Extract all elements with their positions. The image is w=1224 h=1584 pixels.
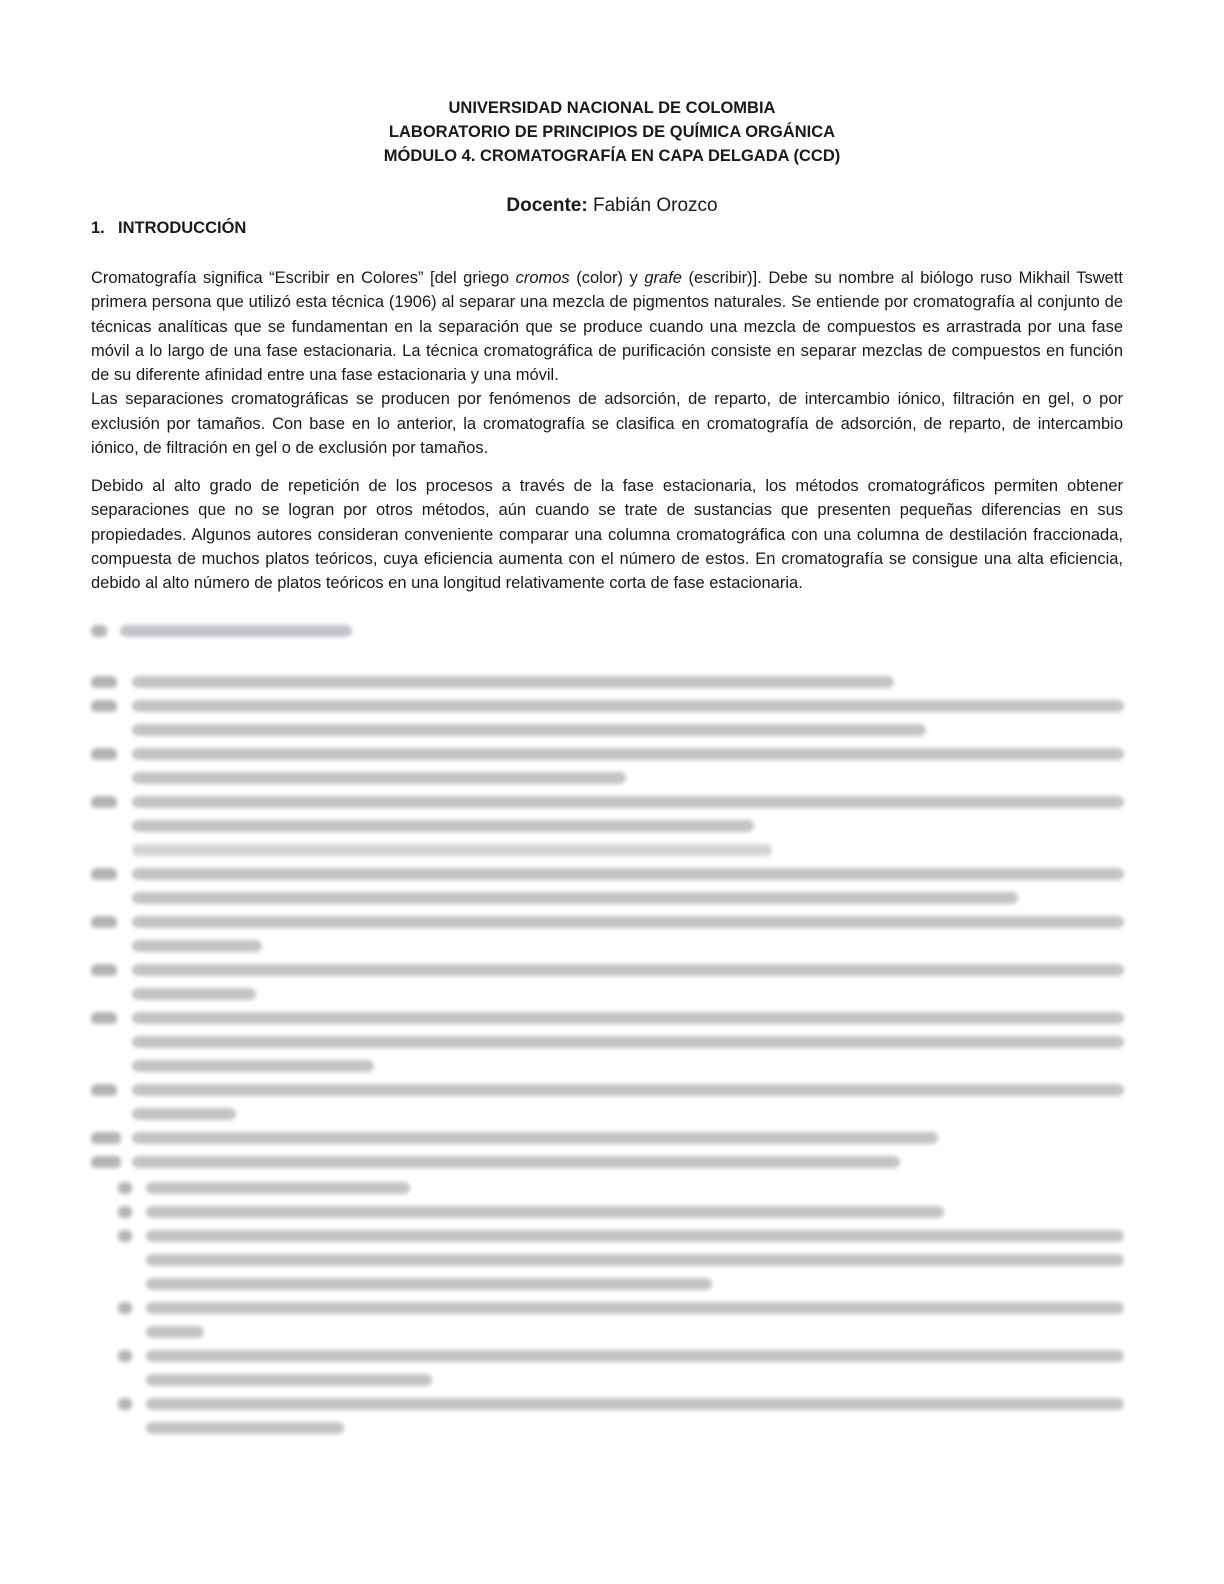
- term-cromos: cromos: [515, 269, 570, 287]
- module-title: MÓDULO 4. CROMATOGRAFÍA EN CAPA DELGADA (CCD): [383, 147, 841, 165]
- blurred-item-number: [91, 868, 117, 880]
- blurred-line: [146, 1278, 712, 1290]
- blurred-line: [132, 1084, 1124, 1096]
- blurred-line: [132, 1060, 374, 1072]
- blurred-line: [146, 1302, 1124, 1314]
- blurred-line: [132, 868, 1124, 880]
- blurred-item-number: [91, 796, 117, 808]
- blurred-line: [146, 1326, 204, 1338]
- blurred-line: [132, 1132, 938, 1144]
- blurred-subitem-letter: [118, 1230, 132, 1242]
- blurred-line: [132, 940, 262, 952]
- blurred-subitem-letter: [118, 1302, 132, 1314]
- term-grafe: grafe: [644, 269, 682, 287]
- paragraph-2: Las separaciones cromatográficas se producen por fenómenos de adsorción, de reparto, de intercambio iónico, filtración en gel, o por exclusión por tamaños. Con base en lo anterior, la cromatografía se clasifica en cromatografía de adsorción, de reparto, de intercambio iónico, de filtración en gel o de exclusión por tamaños.: [91, 390, 1123, 458]
- paragraph-1-text-b: (color) y: [569, 269, 645, 287]
- blurred-line: [132, 1108, 236, 1120]
- blurred-item-number: [91, 1132, 121, 1144]
- blurred-subitem-letter: [118, 1350, 132, 1362]
- blurred-item-number: [91, 676, 117, 688]
- blurred-item-number: [91, 964, 117, 976]
- blurred-line: [146, 1422, 344, 1434]
- blurred-line: [132, 724, 926, 736]
- blurred-section-heading: [120, 625, 352, 637]
- blurred-line: [132, 820, 754, 832]
- blurred-subitem-letter: [118, 1182, 132, 1194]
- university-name: UNIVERSIDAD NACIONAL DE COLOMBIA: [448, 99, 776, 117]
- blurred-line: [146, 1374, 432, 1386]
- docente-label: Docente:: [506, 195, 588, 216]
- blurred-item-number: [91, 1084, 117, 1096]
- blurred-line: [132, 1012, 1124, 1024]
- paragraph-3: Debido al alto grado de repetición de los procesos a través de la fase estacionaria, los métodos cromatográficos permiten obtener separaciones que no se logran por otros métodos, aún cuando se trate de sustancias que presenten pequeñas diferencias en sus propiedades. Algunos autores consideran conveniente comparar una columna cromatográfica con una columna de destilación fraccionada, compuesta de muchos platos teóricos, cuya eficiencia aumenta con el número de estos. En cromatografía se consigue una alta eficiencia, debido al alto número de platos teóricos en una longitud relativamente corta de fase estacionaria.: [91, 477, 1123, 593]
- blurred-line: [146, 1398, 1124, 1410]
- blurred-line: [132, 964, 1124, 976]
- blurred-item-number: [91, 1012, 117, 1024]
- blurred-line: [132, 700, 1124, 712]
- blurred-line: [146, 1230, 1124, 1242]
- blurred-line: [132, 676, 894, 688]
- blurred-line: [132, 1036, 1124, 1048]
- blurred-line: [146, 1206, 944, 1218]
- blurred-line: [132, 772, 626, 784]
- blurred-item-number: [91, 916, 117, 928]
- blurred-item-number: [91, 748, 117, 760]
- blurred-line: [132, 748, 1124, 760]
- blurred-line: [146, 1350, 1124, 1362]
- blurred-item-number: [91, 1156, 121, 1168]
- laboratory-name: LABORATORIO DE PRINCIPIOS DE QUÍMICA ORGÁNICA: [388, 123, 836, 141]
- blurred-line: [132, 796, 1124, 808]
- section-title: INTRODUCCIÓN: [118, 219, 247, 237]
- blurred-line: [132, 916, 1124, 928]
- blurred-line: [132, 844, 772, 856]
- blurred-line: [132, 1156, 900, 1168]
- blurred-subitem-letter: [118, 1398, 132, 1410]
- blurred-subitem-letter: [118, 1206, 132, 1218]
- blurred-line: [132, 988, 256, 1000]
- blurred-line: [146, 1182, 410, 1194]
- blurred-item-number: [91, 700, 117, 712]
- paragraph-1-text-a: Cromatografía significa “Escribir en Colores” [del griego: [91, 269, 516, 287]
- blurred-section-number: [91, 625, 107, 637]
- section-number: 1.: [91, 219, 105, 237]
- blurred-line: [132, 892, 1018, 904]
- paragraph-1-text-c: (escribir)]. Debe su nombre al biólogo ruso Mikhail Tswett primera persona que utilizó esta técnica (1906) al separar una mezcla de pigmentos naturales. Se entiende por cromatografía al conjunto de técnicas analíticas que se fundamentan en la separación que se produce cuando una mezcla de compuestos es arrastrada por una fase móvil a lo largo de una fase estacionaria. La técnica cromatográfica de purificación consiste en separar mezclas de compuestos en función de su diferente afinidad entre una fase estacionaria y una móvil.: [91, 269, 1123, 385]
- docente-name: Fabián Orozco: [592, 195, 718, 216]
- blurred-line: [146, 1254, 1124, 1266]
